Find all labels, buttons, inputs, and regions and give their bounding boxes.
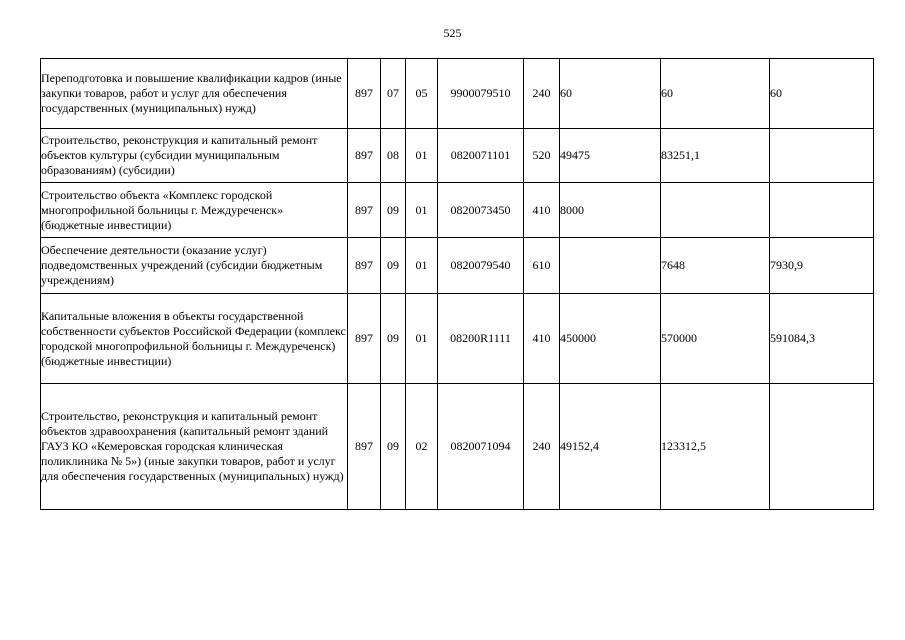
subsection-code-cell: 01: [406, 183, 438, 238]
target-code-cell: 9900079510: [438, 59, 524, 129]
sum-year-2-cell: 83251,1: [661, 129, 770, 183]
row-name-cell: Строительство, реконструкция и капитальный ремонт объектов культуры (субсидии муниципальным образованиям) (субсидии): [41, 129, 348, 183]
sum-year-3-cell: [770, 129, 874, 183]
section-code-cell: 09: [381, 294, 406, 384]
expense-type-cell: 520: [524, 129, 560, 183]
row-name-cell: Строительство, реконструкция и капитальный ремонт объектов здравоохранения (капитальный ремонт зданий ГАУЗ КО «Кемеровская городская клиническая поликлиника № 5») (иные закупки товаров, работ и услуг для обеспечения государственных (муниципальных) нужд): [41, 384, 348, 510]
subsection-code-cell: 01: [406, 238, 438, 294]
sum-year-3-cell: 591084,3: [770, 294, 874, 384]
ministry-code-cell: 897: [348, 183, 381, 238]
row-name-cell: Переподготовка и повышение квалификации кадров (иные закупки товаров, работ и услуг для обеспечения государственных (муниципальных) нужд): [41, 59, 348, 129]
subsection-code-cell: 01: [406, 129, 438, 183]
sum-year-1-cell: 8000: [560, 183, 661, 238]
sum-year-1-cell: [560, 238, 661, 294]
sum-year-3-cell: 7930,9: [770, 238, 874, 294]
target-code-cell: 0820071101: [438, 129, 524, 183]
row-name-cell: Обеспечение деятельности (оказание услуг) подведомственных учреждений (субсидии бюджетным учреждениям): [41, 238, 348, 294]
sum-year-3-cell: 60: [770, 59, 874, 129]
row-name-cell: Капитальные вложения в объекты государственной собственности субъектов Российской Федерации (комплекс городской многопрофильной больницы г. Междуреченск) (бюджетные инвестиции): [41, 294, 348, 384]
page-number: 525: [443, 26, 462, 40]
ministry-code-cell: 897: [348, 384, 381, 510]
ministry-code-cell: 897: [348, 294, 381, 384]
table-row: [41, 384, 874, 510]
sum-year-2-cell: [661, 183, 770, 238]
expense-type-cell: 240: [524, 384, 560, 510]
expense-type-cell: 240: [524, 59, 560, 129]
expense-type-cell: 410: [524, 183, 560, 238]
row-name-cell: Строительство объекта «Комплекс городской многопрофильной больницы г. Междуреченск» (бюджетные инвестиции): [41, 183, 348, 238]
ministry-code-cell: 897: [348, 238, 381, 294]
ministry-code-cell: 897: [348, 129, 381, 183]
table-row: [41, 183, 874, 238]
section-code-cell: 09: [381, 183, 406, 238]
ministry-code-cell: 897: [348, 59, 381, 129]
section-code-cell: 09: [381, 238, 406, 294]
sum-year-1-cell: 60: [560, 59, 661, 129]
table-row: [41, 59, 874, 129]
target-code-cell: 0820079540: [438, 238, 524, 294]
target-code-cell: 0820071094: [438, 384, 524, 510]
sum-year-2-cell: 7648: [661, 238, 770, 294]
table-row: [41, 238, 874, 294]
target-code-cell: 0820073450: [438, 183, 524, 238]
subsection-code-cell: 01: [406, 294, 438, 384]
section-code-cell: 08: [381, 129, 406, 183]
budget-table: [40, 58, 874, 510]
expense-type-cell: 410: [524, 294, 560, 384]
sum-year-1-cell: 49152,4: [560, 384, 661, 510]
sum-year-1-cell: 450000: [560, 294, 661, 384]
sum-year-3-cell: [770, 384, 874, 510]
sum-year-1-cell: 49475: [560, 129, 661, 183]
sum-year-2-cell: 60: [661, 59, 770, 129]
table-row: [41, 294, 874, 384]
section-code-cell: 07: [381, 59, 406, 129]
section-code-cell: 09: [381, 384, 406, 510]
table-row: [41, 129, 874, 183]
sum-year-2-cell: 570000: [661, 294, 770, 384]
expense-type-cell: 610: [524, 238, 560, 294]
subsection-code-cell: 05: [406, 59, 438, 129]
sum-year-3-cell: [770, 183, 874, 238]
sum-year-2-cell: 123312,5: [661, 384, 770, 510]
subsection-code-cell: 02: [406, 384, 438, 510]
target-code-cell: 08200R1111: [438, 294, 524, 384]
